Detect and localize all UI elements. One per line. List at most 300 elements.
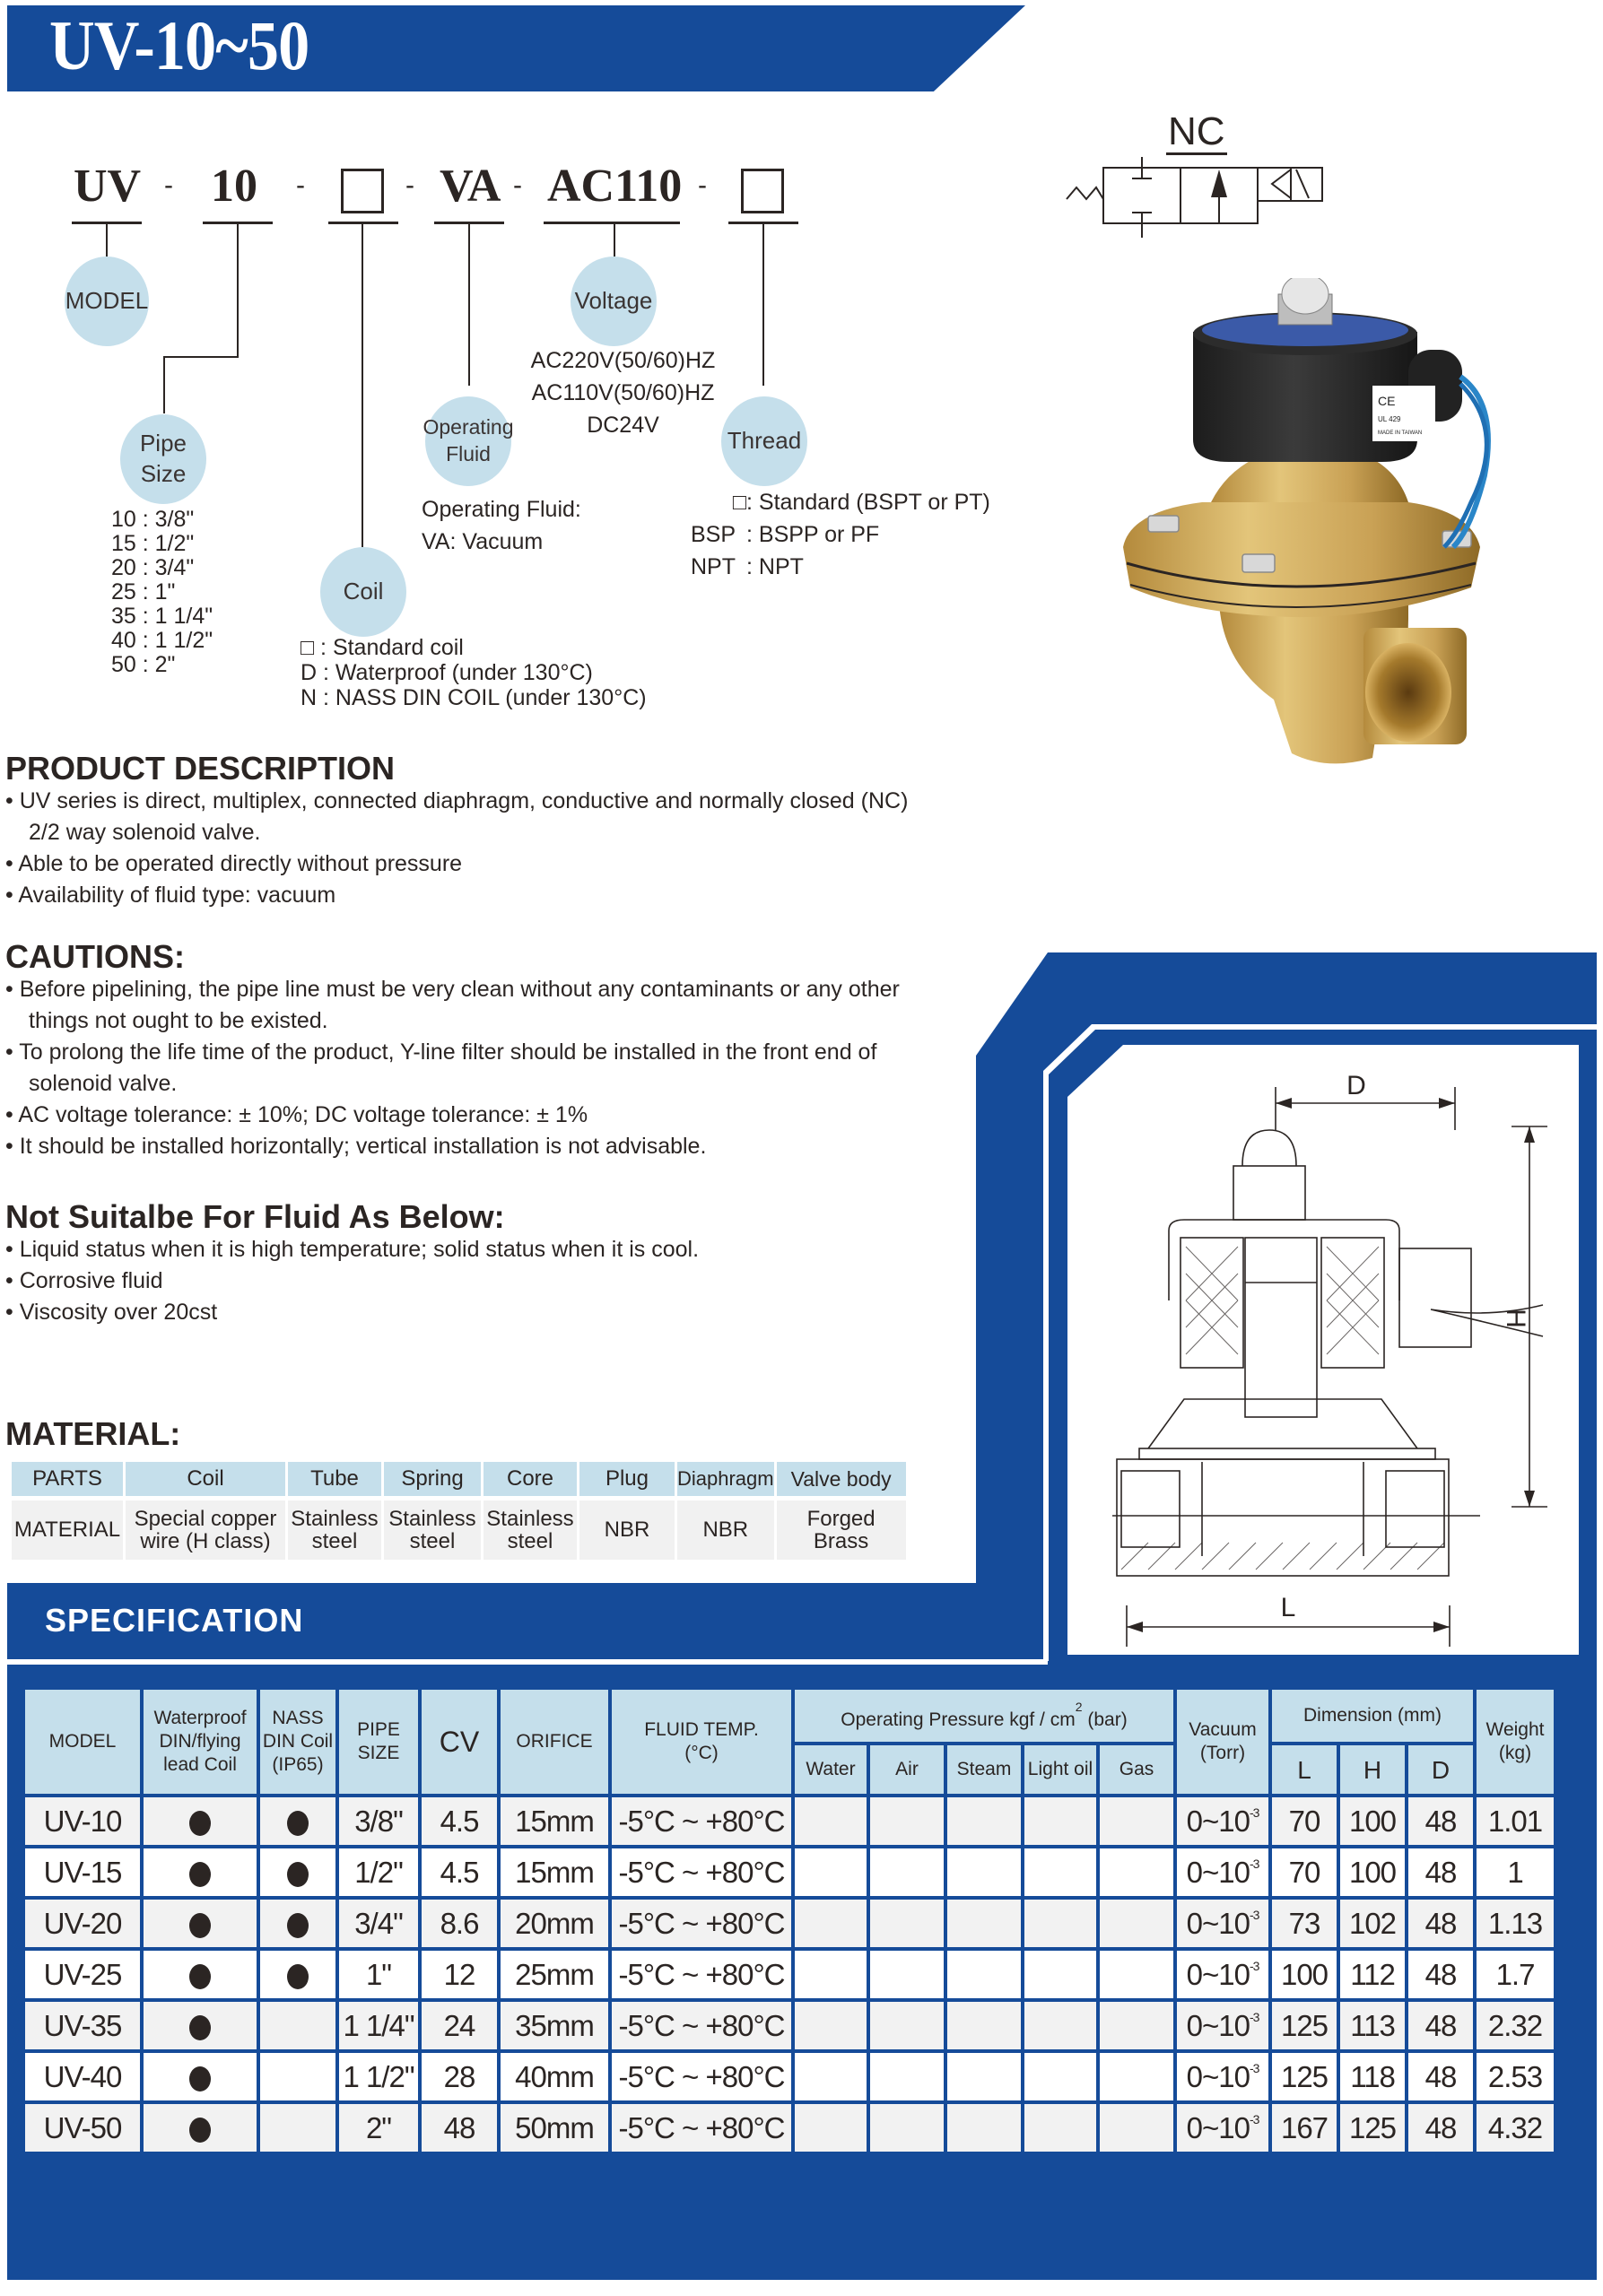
list-item — [5, 974, 900, 1037]
spec-cell-pipe: 1 1/4" — [339, 2002, 418, 2049]
material-line: Stainless — [291, 1506, 379, 1531]
dot-icon — [189, 1913, 211, 1938]
list-item — [5, 848, 908, 880]
spec-cell-vacuum — [1177, 1900, 1268, 1947]
spec-cell-orifice: 50mm — [501, 2104, 608, 2152]
spec-cell-nass — [260, 1848, 335, 1896]
spec-cell-nass — [260, 1951, 335, 1998]
spec-header-h: H — [1340, 1745, 1405, 1794]
code-part-voltage: AC110 — [547, 161, 683, 212]
list-item — [5, 1100, 900, 1131]
spec-header-steam: Steam — [947, 1745, 1021, 1794]
spec-cell-air — [870, 2053, 944, 2100]
list-item-text: It should be installed horizontally; vertical installation is not advisable. — [19, 1134, 707, 1159]
spec-cell-model: UV-10 — [25, 1797, 140, 1845]
material-header-cell: Tube — [288, 1462, 381, 1496]
dimension-label-d: D — [1346, 1071, 1366, 1100]
voltage-option: AC110V(50/60)HZ — [531, 380, 715, 405]
material-line: Special copper — [134, 1506, 277, 1531]
vacuum-value: 0~10 — [1186, 2008, 1250, 2042]
list-item-text: 2/2 way solenoid valve. — [29, 820, 261, 845]
bubble-pipe-size-line2: Size — [140, 460, 187, 487]
spec-header-dimension: Dimension (mm) — [1272, 1690, 1473, 1742]
operating-fluid-label: Operating Fluid: — [422, 497, 581, 522]
flow-arrow-icon — [1211, 170, 1227, 197]
bubble-voltage — [571, 257, 657, 346]
spec-cell-nass — [260, 2053, 335, 2100]
dot-icon — [287, 1913, 309, 1938]
spec-cell-air — [870, 1900, 944, 1947]
spec-cell-temp: -5°C ~ +80°C — [612, 1900, 791, 1947]
spec-cell-model: UV-20 — [25, 1900, 140, 1947]
spec-cell-h: 113 — [1340, 2002, 1405, 2049]
bubble-pipe-size — [120, 414, 206, 504]
coil-options — [301, 635, 647, 710]
spec-cell-h: 112 — [1340, 1951, 1405, 1998]
list-item-text: To prolong the life time of the product, Y-line filter should be installed in the front end of — [19, 1039, 877, 1065]
bubble-fluid-line1: Operating — [423, 415, 514, 439]
spec-cell-cv: 48 — [422, 2104, 497, 2152]
spec-cell-gas — [1100, 2053, 1173, 2100]
code-dash: - — [513, 170, 522, 200]
spec-cell-steam — [947, 1797, 1021, 1845]
header-line: Waterproof — [153, 1707, 247, 1728]
spec-row — [25, 1848, 1554, 1896]
list-item-text: Before pipelining, the pipe line must be very clean without any contaminants or any other — [19, 977, 900, 1002]
label-made-in: MADE IN TAIWAN — [1378, 430, 1423, 436]
spec-cell-light-oil — [1024, 1900, 1096, 1947]
symbol-label: NC — [1168, 109, 1225, 153]
spec-cell-vacuum — [1177, 2002, 1268, 2049]
spec-cell-pipe: 3/8" — [339, 1797, 418, 1845]
spec-cell-vacuum — [1177, 1848, 1268, 1896]
dot-icon — [189, 2015, 211, 2040]
bubble-pipe-size-label — [140, 429, 187, 490]
not-suitable-list — [5, 1234, 699, 1328]
spec-row — [25, 1797, 1554, 1845]
cautions-heading: CAUTIONS: — [5, 938, 185, 975]
code-part-size: 10 — [211, 161, 257, 212]
pipe-size-option: 10 : 3/8" — [111, 507, 195, 532]
dimension-label-l: L — [1280, 1593, 1296, 1622]
spec-cell-weight: 1.01 — [1477, 1797, 1554, 1845]
spec-cell-air — [870, 2002, 944, 2049]
header-line: FLUID TEMP. — [644, 1718, 759, 1740]
spec-cell-orifice: 25mm — [501, 1951, 608, 1998]
spec-cell-steam — [947, 2104, 1021, 2152]
spec-cell-temp: -5°C ~ +80°C — [612, 2053, 791, 2100]
vacuum-value: 0~10 — [1186, 1957, 1250, 1991]
spec-cell-temp: -5°C ~ +80°C — [612, 2104, 791, 2152]
header-line: (Torr) — [1199, 1743, 1246, 1763]
spec-cell-pipe: 2" — [339, 2104, 418, 2152]
spec-cell-weight: 4.32 — [1477, 2104, 1554, 2152]
pipe-size-option: 15 : 1/2" — [111, 531, 195, 556]
thread-code: □ — [732, 490, 746, 515]
material-header-cell: Spring — [384, 1462, 481, 1496]
material-heading: MATERIAL: — [5, 1415, 181, 1452]
spec-cell-water — [795, 1797, 867, 1845]
code-thread-box — [741, 169, 784, 213]
material-line: Stainless — [486, 1506, 574, 1531]
material-value-cell — [126, 1500, 285, 1560]
header-line: DIN/flying — [159, 1730, 241, 1752]
list-item-text: Availability of fluid type: vacuum — [18, 883, 336, 908]
spec-cell-l: 125 — [1272, 2053, 1337, 2100]
spec-header-water: Water — [795, 1745, 867, 1794]
material-value-cell: MATERIAL — [12, 1500, 123, 1560]
vacuum-value: 0~10 — [1186, 2110, 1250, 2144]
spec-cell-d: 48 — [1408, 1951, 1473, 1998]
spec-cell-waterproof — [144, 2053, 257, 2100]
connector-line — [614, 224, 615, 257]
spec-row — [25, 1900, 1554, 1947]
specification-table — [22, 1686, 1557, 2155]
dimension-label-h: H — [1501, 1309, 1530, 1328]
list-item — [5, 1265, 699, 1297]
spec-cell-l: 167 — [1272, 2104, 1337, 2152]
spec-cell-orifice: 20mm — [501, 1900, 608, 1947]
spec-cell-model: UV-15 — [25, 1848, 140, 1896]
material-header-cell: Valve body — [777, 1462, 906, 1496]
spec-cell-l: 73 — [1272, 1900, 1337, 1947]
spec-cell-gas — [1100, 2104, 1173, 2152]
spec-cell-weight: 2.32 — [1477, 2002, 1554, 2049]
material-line: steel — [409, 1529, 456, 1553]
bubble-operating-fluid — [423, 396, 514, 486]
spec-cell-h: 100 — [1340, 1848, 1405, 1896]
spec-cell-pipe: 1/2" — [339, 1848, 418, 1896]
spec-cell-air — [870, 1951, 944, 1998]
list-item-text: AC voltage tolerance: ± 10%; DC voltage tolerance: ± 1% — [18, 1102, 588, 1127]
spec-header-row — [25, 1690, 1554, 1742]
spec-cell-waterproof — [144, 1951, 257, 1998]
voltage-options — [522, 344, 724, 441]
pipe-size-option: 20 : 3/4" — [111, 555, 195, 580]
spec-cell-air — [870, 2104, 944, 2152]
bubble-model-label: MODEL — [65, 287, 149, 315]
code-coil-box — [341, 169, 384, 213]
spec-cell-temp: -5°C ~ +80°C — [612, 2002, 791, 2049]
spec-cell-cv: 12 — [422, 1951, 497, 1998]
code-part-model: UV — [74, 161, 142, 212]
material-value-cell — [384, 1500, 481, 1560]
spec-header-weight — [1477, 1690, 1554, 1794]
spec-header-gas: Gas — [1100, 1745, 1173, 1794]
vacuum-value: 0~10 — [1186, 1855, 1250, 1889]
spec-row — [25, 2104, 1554, 2152]
connector-line — [468, 224, 470, 386]
spec-cell-weight: 1.7 — [1477, 1951, 1554, 1998]
spec-cell-steam — [947, 1951, 1021, 1998]
list-item-text: things not ought to be existed. — [29, 1008, 328, 1033]
spec-cell-h: 102 — [1340, 1900, 1405, 1947]
spec-header-vacuum — [1177, 1690, 1268, 1794]
material-header-cell: Plug — [579, 1462, 675, 1496]
spec-header-model: MODEL — [25, 1690, 140, 1794]
not-suitable-heading: Not Suitalbe For Fluid As Below: — [5, 1198, 505, 1235]
spec-header-fluid-temp — [612, 1690, 791, 1794]
spec-cell-waterproof — [144, 2104, 257, 2152]
header-line: NASS — [272, 1707, 324, 1728]
list-item — [5, 880, 908, 911]
pipe-size-option: 35 : 1 1/4" — [111, 604, 213, 629]
material-line: Stainless — [388, 1506, 476, 1531]
voltage-option: AC220V(50/60)HZ — [530, 348, 716, 373]
specification-heading: SPECIFICATION — [45, 1602, 304, 1639]
bubble-voltage-label: Voltage — [574, 287, 653, 315]
material-value-cell: NBR — [677, 1500, 774, 1560]
spec-cell-gas — [1100, 2002, 1173, 2049]
coil-option: N : NASS DIN COIL (under 130°C) — [301, 685, 647, 710]
spec-cell-nass — [260, 2104, 335, 2152]
spec-cell-pipe: 1" — [339, 1951, 418, 1998]
thread-text: : Standard (BSPT or PT) — [746, 490, 990, 515]
divider — [544, 222, 680, 224]
spec-cell-light-oil — [1024, 1797, 1096, 1845]
material-value-cell — [777, 1500, 906, 1560]
material-header-cell: Coil — [126, 1462, 285, 1496]
vacuum-exponent: -3 — [1249, 2009, 1259, 2024]
nc-valve-symbol — [1063, 157, 1341, 238]
arrow-icon — [1439, 1098, 1455, 1109]
operating-fluid-value: VA: Vacuum — [422, 529, 544, 554]
thread-option — [691, 486, 990, 518]
product-description-heading: PRODUCT DESCRIPTION — [5, 750, 396, 787]
spec-cell-light-oil — [1024, 1848, 1096, 1896]
arrow-icon — [1524, 1491, 1535, 1507]
material-value-cell — [484, 1500, 577, 1560]
header-line: SIZE — [357, 1743, 400, 1763]
pipe-size-option: 50 : 2" — [111, 652, 176, 677]
thread-option — [691, 551, 990, 583]
connector-line — [362, 224, 363, 547]
list-item-text: Corrosive fluid — [19, 1268, 163, 1293]
spec-cell-orifice: 35mm — [501, 2002, 608, 2049]
vacuum-exponent: -3 — [1249, 2111, 1259, 2126]
spec-cell-temp: -5°C ~ +80°C — [612, 1951, 791, 1998]
connector-line — [762, 224, 764, 386]
spec-cell-water — [795, 1900, 867, 1947]
spec-cell-water — [795, 2002, 867, 2049]
header-line: Operating Pressure kgf / cm — [841, 1709, 1076, 1730]
header-sup: 2 — [1075, 1699, 1083, 1714]
cautions-list — [5, 974, 900, 1162]
pipe-size-option: 40 : 1 1/2" — [111, 628, 213, 653]
spec-cell-waterproof — [144, 1900, 257, 1947]
arrow-icon — [1433, 1622, 1450, 1632]
connector-line — [237, 224, 239, 357]
spec-header-operating-pressure — [795, 1690, 1173, 1742]
material-line: Brass — [813, 1529, 869, 1553]
list-item-text: solenoid valve. — [29, 1071, 178, 1096]
spec-header-cv: CV — [422, 1690, 497, 1794]
vacuum-exponent: -3 — [1249, 1907, 1259, 1922]
spec-cell-gas — [1100, 1900, 1173, 1947]
spec-cell-steam — [947, 2002, 1021, 2049]
spec-cell-pipe: 1 1/2" — [339, 2053, 418, 2100]
spec-cell-model: UV-25 — [25, 1951, 140, 1998]
spec-cell-gas — [1100, 1797, 1173, 1845]
vacuum-value: 0~10 — [1186, 1804, 1250, 1838]
spec-header-nass — [260, 1690, 335, 1794]
dot-icon — [287, 1862, 309, 1887]
vacuum-value: 0~10 — [1186, 2059, 1250, 2093]
spec-cell-vacuum — [1177, 1797, 1268, 1845]
pipe-size-options — [111, 508, 213, 677]
header-line: (kg) — [1498, 1743, 1532, 1763]
code-dash: - — [164, 170, 173, 200]
spec-cell-weight: 1.13 — [1477, 1900, 1554, 1947]
material-header-cell: Diaphragm — [677, 1462, 774, 1496]
list-item — [5, 786, 908, 848]
dot-icon — [189, 2066, 211, 2092]
thread-text: : BSPP or PF — [746, 522, 880, 547]
spec-cell-air — [870, 1848, 944, 1896]
spec-cell-light-oil — [1024, 2002, 1096, 2049]
material-value-row — [12, 1500, 906, 1560]
spec-cell-waterproof — [144, 1848, 257, 1896]
spec-cell-d: 48 — [1408, 1848, 1473, 1896]
list-item — [5, 1131, 900, 1162]
spec-cell-model: UV-35 — [25, 2002, 140, 2049]
label-ce: CE — [1378, 394, 1396, 408]
bubble-operating-fluid-label — [423, 414, 514, 468]
header-line: Vacuum — [1189, 1718, 1257, 1740]
list-item — [5, 1037, 900, 1100]
spec-cell-gas — [1100, 1951, 1173, 1998]
vacuum-value: 0~10 — [1186, 1906, 1250, 1940]
spec-cell-model: UV-40 — [25, 2053, 140, 2100]
spec-cell-pipe: 3/4" — [339, 1900, 418, 1947]
spec-cell-d: 48 — [1408, 1797, 1473, 1845]
spec-cell-water — [795, 2053, 867, 2100]
spec-cell-vacuum — [1177, 2104, 1268, 2152]
spec-cell-steam — [947, 1848, 1021, 1896]
spec-cell-d: 48 — [1408, 1900, 1473, 1947]
spec-cell-d: 48 — [1408, 2002, 1473, 2049]
header-line: (IP65) — [272, 1754, 324, 1776]
spec-cell-temp: -5°C ~ +80°C — [612, 1848, 791, 1896]
coil-option: □ : Standard coil — [301, 635, 464, 660]
spec-cell-temp: -5°C ~ +80°C — [612, 1797, 791, 1845]
spec-cell-l: 70 — [1272, 1848, 1337, 1896]
spec-cell-steam — [947, 1900, 1021, 1947]
spec-cell-light-oil — [1024, 2053, 1096, 2100]
spec-cell-water — [795, 1951, 867, 1998]
spec-header-waterproof — [144, 1690, 257, 1794]
material-table — [9, 1457, 909, 1564]
material-header-cell: Core — [484, 1462, 577, 1496]
bubble-coil-label: Coil — [343, 578, 384, 605]
spec-cell-orifice: 15mm — [501, 1848, 608, 1896]
bubble-fluid-line2: Fluid — [446, 442, 491, 465]
list-item — [5, 1234, 699, 1265]
thread-code: BSP — [691, 522, 736, 547]
thread-option — [691, 518, 990, 551]
dot-icon — [287, 1964, 309, 1989]
spec-cell-cv: 28 — [422, 2053, 497, 2100]
dot-icon — [189, 1811, 211, 1836]
arrow-icon — [1524, 1126, 1535, 1143]
spring-icon — [1067, 187, 1103, 199]
header-line: lead Coil — [163, 1754, 237, 1776]
bubble-pipe-size-line1: Pipe — [139, 430, 187, 457]
spec-header-light-oil: Light oil — [1024, 1745, 1096, 1794]
vacuum-exponent: -3 — [1249, 1958, 1259, 1973]
material-header-row — [12, 1462, 906, 1496]
list-item — [5, 1297, 699, 1328]
spec-cell-waterproof — [144, 2002, 257, 2049]
spec-cell-steam — [947, 2053, 1021, 2100]
product-description-list — [5, 786, 908, 911]
spec-cell-air — [870, 1797, 944, 1845]
bubble-thread-label: Thread — [727, 427, 802, 455]
voltage-option: DC24V — [587, 413, 659, 438]
spec-cell-nass — [260, 2002, 335, 2049]
spec-header-l: L — [1272, 1745, 1337, 1794]
spec-cell-d: 48 — [1408, 2104, 1473, 2152]
list-item-text: Able to be operated directly without pressure — [18, 851, 463, 876]
header-line: Weight — [1485, 1718, 1545, 1740]
material-value-cell: NBR — [579, 1500, 675, 1560]
spec-cell-l: 125 — [1272, 2002, 1337, 2049]
divider — [328, 222, 398, 224]
list-item-text: UV series is direct, multiplex, connected diaphragm, conductive and normally closed (NC) — [19, 788, 909, 813]
connector-line — [106, 224, 108, 257]
spec-cell-weight: 2.53 — [1477, 2053, 1554, 2100]
list-item-text: Viscosity over 20cst — [19, 1300, 218, 1325]
bubble-coil — [320, 547, 406, 637]
spec-cell-waterproof — [144, 1797, 257, 1845]
dot-icon — [287, 1811, 309, 1836]
material-line: Forged — [806, 1506, 876, 1531]
header-line: DIN Coil — [262, 1730, 334, 1752]
dimension-drawing — [1112, 1040, 1579, 1650]
arrow-icon — [1276, 1098, 1292, 1109]
page-title: UV-10~50 — [49, 6, 309, 84]
header-line: (°C) — [684, 1743, 719, 1763]
thread-options — [691, 486, 990, 583]
spec-cell-light-oil — [1024, 1951, 1096, 1998]
pipe-size-option: 25 : 1" — [111, 579, 176, 604]
spec-cell-gas — [1100, 1848, 1173, 1896]
spec-cell-water — [795, 2104, 867, 2152]
spec-cell-h: 125 — [1340, 2104, 1405, 2152]
thread-text: : NPT — [746, 554, 804, 579]
material-line: steel — [311, 1529, 358, 1553]
spec-cell-model: UV-50 — [25, 2104, 140, 2152]
vacuum-exponent: -3 — [1249, 1856, 1259, 1871]
spec-cell-h: 100 — [1340, 1797, 1405, 1845]
product-photo — [1112, 278, 1507, 771]
spec-body — [25, 1797, 1554, 2152]
material-header-cell: PARTS — [12, 1462, 123, 1496]
vacuum-exponent: -3 — [1249, 1805, 1259, 1820]
bubble-model — [65, 257, 149, 346]
spec-cell-orifice: 15mm — [501, 1797, 608, 1845]
coil-option: D : Waterproof (under 130°C) — [301, 660, 593, 685]
code-part-fluid: VA — [440, 161, 501, 212]
spec-row — [25, 1951, 1554, 1998]
code-dash: - — [405, 170, 414, 200]
spec-header-pipe-size — [339, 1690, 418, 1794]
dot-icon — [189, 1964, 211, 1989]
bubble-thread — [721, 396, 807, 486]
spec-cell-water — [795, 1848, 867, 1896]
vacuum-exponent: -3 — [1249, 2060, 1259, 2075]
dot-icon — [189, 2118, 211, 2143]
